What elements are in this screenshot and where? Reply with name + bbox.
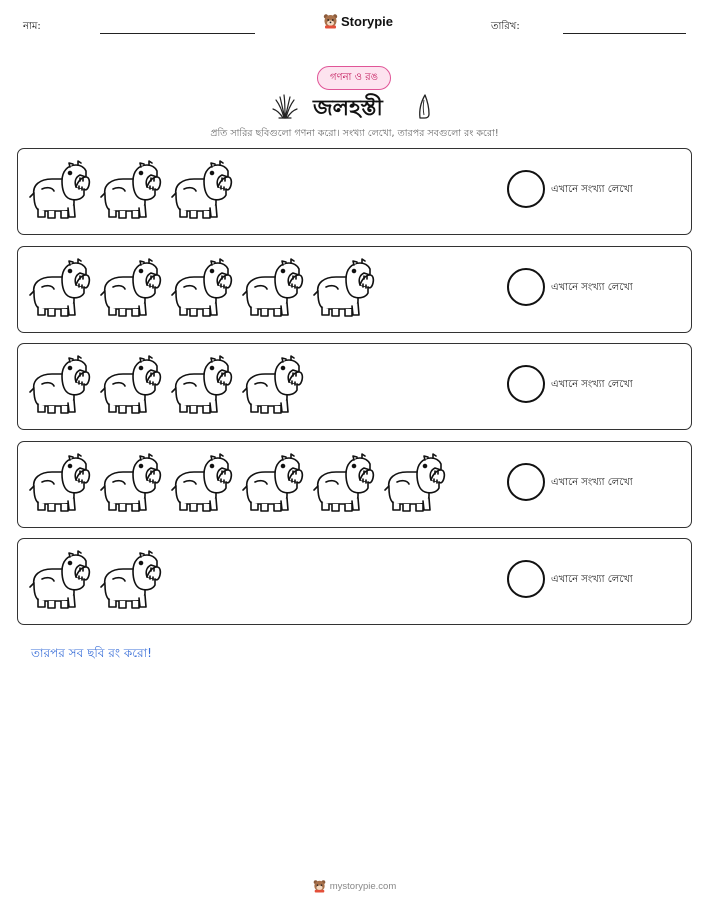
hippo-icon [99, 257, 163, 321]
answer-label: এখানে সংখ্যা লেখো [551, 184, 633, 195]
count-row [17, 148, 692, 235]
hippo-icon [383, 452, 447, 516]
hippo-group [28, 253, 376, 327]
answer-circle[interactable] [507, 365, 545, 403]
hippo-icon [170, 354, 234, 418]
answer-circle[interactable] [507, 170, 545, 208]
hippo-group [28, 448, 447, 522]
hippo-icon [241, 452, 305, 516]
hippo-group [28, 155, 234, 229]
hippo-icon [241, 257, 305, 321]
answer-label: এখানে সংখ্যা লেখো [551, 281, 633, 293]
hippo-icon [99, 549, 163, 613]
tooth-icon [415, 92, 433, 120]
hippo-icon [241, 354, 305, 418]
date-field-line[interactable] [563, 33, 686, 34]
answer-label: এখানে সংখ্যা লেখো [551, 476, 633, 488]
bear-logo-icon [323, 13, 338, 29]
activity-badge: গণনা ও রঙ [317, 66, 391, 90]
hippo-icon [170, 257, 234, 321]
hippo-group [28, 545, 163, 619]
hippo-icon [99, 159, 163, 223]
date-label: তারিখ: [491, 21, 520, 32]
instructions: প্রতি সারির ছবিগুলো গণনা করো। সংখ্যা লেখো, তারপর সবগুলো রং করো! [210, 128, 499, 139]
count-row [17, 246, 692, 333]
grass-icon [271, 92, 299, 120]
brand-logo [323, 13, 393, 29]
closing-note: তারপর সব ছবি রং করো! [31, 646, 152, 660]
footer-bear-icon [313, 879, 326, 893]
hippo-icon [28, 452, 92, 516]
answer-circle[interactable] [507, 560, 545, 598]
hippo-icon [170, 452, 234, 516]
count-row [17, 441, 692, 528]
hippo-icon [170, 159, 234, 223]
hippo-icon [28, 257, 92, 321]
hippo-icon [28, 354, 92, 418]
hippo-icon [99, 354, 163, 418]
name-field-line[interactable] [100, 33, 255, 34]
hippo-group [28, 350, 305, 424]
answer-circle[interactable] [507, 268, 545, 306]
count-row [17, 538, 692, 625]
hippo-icon [28, 159, 92, 223]
name-label: নাম: [23, 21, 41, 32]
brand-name: Storypie [341, 13, 394, 29]
page-title: জলহস্তী [313, 96, 383, 121]
hippo-icon [312, 452, 376, 516]
answer-circle[interactable] [507, 463, 545, 501]
answer-label: এখানে সংখ্যা লেখো [551, 379, 633, 390]
answer-label: এখানে সংখ্যা লেখো [551, 574, 633, 585]
hippo-icon [28, 549, 92, 613]
hippo-icon [99, 452, 163, 516]
hippo-icon [312, 257, 376, 321]
footer [0, 879, 709, 893]
footer-site: mystorypie.com [329, 880, 397, 892]
count-row [17, 343, 692, 430]
title-row [0, 90, 709, 124]
